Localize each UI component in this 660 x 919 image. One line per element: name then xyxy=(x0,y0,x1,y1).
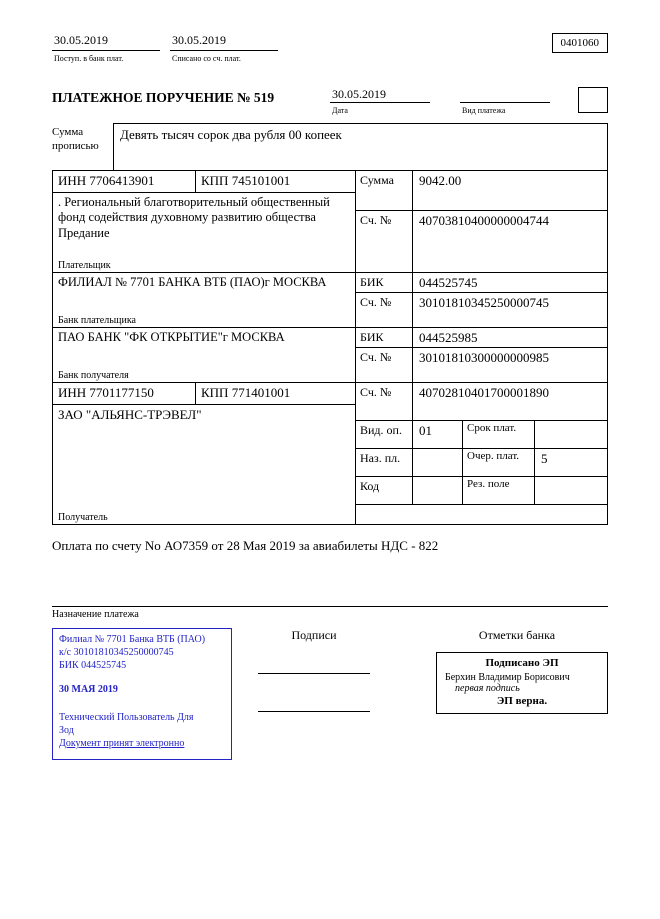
payer-account-label: Сч. № xyxy=(356,211,413,272)
purpose-rule xyxy=(52,606,608,607)
payment-kind-label: Вид платежа xyxy=(462,106,506,115)
payer-bank-bik-row xyxy=(356,273,607,293)
table-right-column xyxy=(356,171,607,524)
naz-pl-row xyxy=(356,449,607,477)
stamp-spacer xyxy=(59,672,225,683)
payer-cell xyxy=(53,193,355,273)
amount-in-words-label: Сумма прописью xyxy=(52,126,99,152)
payee-bank-bik-label: БИК xyxy=(356,328,413,347)
signatures-block xyxy=(258,628,370,712)
payer-inn: ИНН 7706413901 xyxy=(53,171,196,192)
payer-bank-bik-label: БИК xyxy=(356,273,413,292)
payee-bank-account-value: 30101810300000000985 xyxy=(419,350,549,365)
debited-date-value: 30.05.2019 xyxy=(170,33,278,51)
sum-label: Сумма xyxy=(356,171,413,210)
payment-kind-code-box xyxy=(578,87,608,113)
stamp-bik: БИК 044525745 xyxy=(59,660,127,671)
sum-row xyxy=(356,171,607,211)
payee-account-value: 40702810401700001890 xyxy=(419,385,549,400)
payment-kind-value xyxy=(460,87,550,103)
payee-bank-cell xyxy=(53,328,355,383)
payer-bank-account-label: Сч. № xyxy=(356,293,413,327)
payee-kpp: КПП 771401001 xyxy=(201,385,291,400)
payee-bank-bik-value: 044525985 xyxy=(419,330,478,345)
document-title: ПЛАТЕЖНОЕ ПОРУЧЕНИЕ № 519 xyxy=(52,90,275,105)
esign-status: ЭП верна. xyxy=(496,695,548,707)
rez-pole-value xyxy=(535,477,607,504)
received-date-field xyxy=(52,33,160,63)
payer-bank-cell xyxy=(53,273,355,328)
bank-electronic-stamp xyxy=(52,628,232,760)
date-label: Дата xyxy=(332,106,348,115)
bank-marks-block xyxy=(426,628,608,714)
received-date-value: 30.05.2019 xyxy=(52,33,160,51)
esign-title: Подписано ЭП xyxy=(485,657,559,669)
vid-op-value: 01 xyxy=(413,421,463,448)
signature-line-2 xyxy=(258,674,370,712)
naz-pl-label: Наз. пл. xyxy=(356,449,413,476)
payer-bank-bik-value: 044525745 xyxy=(419,275,478,290)
kod-value xyxy=(413,477,463,504)
esign-kind: первая подпись xyxy=(455,683,520,694)
date-field xyxy=(330,87,430,115)
top-dates-row xyxy=(52,33,608,63)
payer-inn-kpp-row xyxy=(53,171,355,193)
payee-inn-kpp-row xyxy=(53,383,355,405)
payee-bank-account-label: Сч. № xyxy=(356,348,413,382)
payment-purpose-text: Оплата по счету No АО7359 от 28 Мая 2019 за авиабилеты НДС - 822 xyxy=(52,538,439,553)
date-value: 30.05.2019 xyxy=(330,87,430,103)
payment-order-table xyxy=(52,170,608,525)
payee-caption: Получатель xyxy=(58,512,108,523)
rez-pole-label: Рез. поле xyxy=(463,477,535,504)
payer-caption: Плательщик xyxy=(58,260,111,271)
amount-in-words-value: Девять тысяч сорок два рубля 00 копеек xyxy=(113,123,608,170)
ocher-plat-label: Очер. плат. xyxy=(463,449,535,476)
debited-date-field xyxy=(170,33,278,63)
form-code-box: 0401060 xyxy=(552,33,609,53)
amount-in-words-row xyxy=(52,123,608,170)
payer-account-row xyxy=(356,211,607,273)
payer-account-value: 40703810400000004744 xyxy=(419,213,549,228)
payee-inn: ИНН 7701177150 xyxy=(53,383,196,404)
payer-kpp: КПП 745101001 xyxy=(201,173,291,188)
kod-row xyxy=(356,477,607,505)
payer-bank-account-value: 30101810345250000745 xyxy=(419,295,549,310)
payee-account-row xyxy=(356,383,607,421)
payee-bank-caption: Банк получателя xyxy=(58,370,129,381)
stamp-operator-line2: Зод xyxy=(59,725,74,736)
stamp-spacer xyxy=(59,696,225,711)
received-date-label: Поступ. в банк плат. xyxy=(54,54,124,63)
vid-op-row xyxy=(356,421,607,449)
kod-label: Код xyxy=(356,477,413,504)
payer-bank-caption: Банк плательщика xyxy=(58,315,136,326)
ocher-plat-value: 5 xyxy=(541,451,548,466)
table-right-filler xyxy=(356,505,607,524)
title-row xyxy=(52,87,608,115)
signatures-label: Подписи xyxy=(291,628,337,642)
signature-line-1 xyxy=(258,643,370,674)
payment-order-page xyxy=(52,33,608,760)
esign-signer-name: Берхин Владимир Борисович xyxy=(445,672,570,683)
bank-marks-label: Отметки банка xyxy=(478,628,556,642)
esignature-box xyxy=(436,652,608,714)
footer-row xyxy=(52,628,608,760)
payer-bank-name: ФИЛИАЛ № 7701 БАНКА ВТБ (ПАО)г МОСКВА xyxy=(58,275,327,289)
payment-purpose-label: Назначение платежа xyxy=(52,609,139,620)
vid-op-label: Вид. оп. xyxy=(356,421,413,448)
payer-name: . Региональный благотворительный общественный фонд содействия духовному развитию общества Предание xyxy=(58,195,330,240)
sum-value: 9042.00 xyxy=(419,173,462,188)
stamp-corr-account: к/с 30101810345250000745 xyxy=(59,647,174,658)
payment-kind-field xyxy=(460,87,550,115)
table-left-column xyxy=(53,171,356,524)
payer-bank-account-row xyxy=(356,293,607,328)
payee-bank-name: ПАО БАНК "ФК ОТКРЫТИЕ"г МОСКВА xyxy=(58,330,285,344)
stamp-note: Документ принят электронно xyxy=(59,738,185,749)
naz-pl-value xyxy=(413,449,463,476)
stamp-date: 30 МАЯ 2019 xyxy=(59,684,118,695)
srok-plat-value xyxy=(535,421,607,448)
payee-account-label: Сч. № xyxy=(356,383,413,420)
stamp-bank-name: Филиал № 7701 Банка ВТБ (ПАО) xyxy=(59,634,206,645)
payee-bank-bik-row xyxy=(356,328,607,348)
payee-cell xyxy=(53,405,355,524)
srok-plat-label: Срок плат. xyxy=(463,421,535,448)
debited-date-label: Списано со сч. плат. xyxy=(172,54,241,63)
stamp-operator-line1: Технический Пользователь Для xyxy=(59,712,194,723)
payee-name: ЗАО "АЛЬЯНС-ТРЭВЕЛ" xyxy=(58,407,202,422)
payee-bank-account-row xyxy=(356,348,607,383)
